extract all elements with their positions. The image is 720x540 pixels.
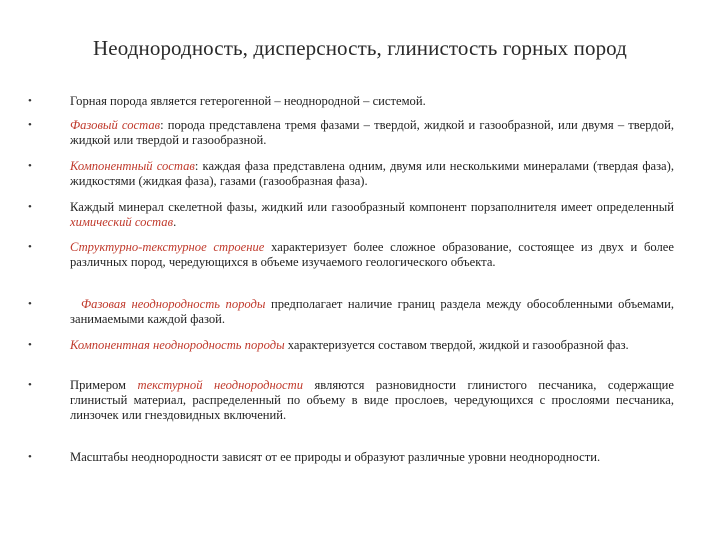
bullet-item: [28, 94, 674, 109]
emphasis-term: Фазовый состав: [70, 118, 161, 132]
bullet-text-run: характеризуется составом твердой, жидкой и газообразной фаз.: [284, 338, 629, 352]
emphasis-term: Компонентный состав: [70, 159, 195, 173]
bullet-item: [28, 378, 674, 423]
bullet-text-run: Горная порода является гетерогенной – неоднородной – системой.: [70, 94, 426, 108]
bullet-text: [70, 450, 674, 465]
bullet-item: [28, 450, 674, 465]
bullet-text-run: характеризует более сложное образование, состоящее из двух и более различных пород, чередующихся в объеме изучаемого геологического объекта.: [70, 240, 674, 269]
bullet-text: [70, 118, 674, 148]
emphasis-term: Фазовая неоднородность породы: [81, 297, 266, 311]
emphasis-term: Компонентная неоднородность породы: [70, 338, 285, 352]
bullet-icon: •: [28, 119, 32, 131]
bullet-item: [28, 159, 674, 189]
bullet-item: [28, 118, 674, 148]
emphasis-term: химический состав: [70, 215, 174, 229]
bullet-text-run: Каждый минерал скелетной фазы, жидкий или газообразный компонент порзаполнителя имеет определенный: [70, 200, 674, 214]
bullet-item: [28, 240, 674, 270]
bullet-item: [28, 200, 674, 230]
bullet-text-run: : каждая фаза представлена одним, двумя или несколькими минералами (твердая фаза), жидкостями (жидкая фаза), газами (газообразная фаза).: [70, 159, 674, 188]
bullet-text-run: : порода представлена тремя фазами – твердой, жидкой и газообразной, или двумя – твердой, жидкой или твердой и газообразной.: [70, 118, 674, 147]
bullet-text-run: Масштабы неоднородности зависят от ее природы и образуют различные уровни неоднородности.: [70, 450, 601, 464]
bullet-text-run: предполагает наличие границ раздела между обособленными объемами, занимаемыми каждой фазой.: [70, 297, 674, 326]
bullet-icon: •: [28, 160, 32, 172]
bullet-icon: •: [28, 95, 32, 107]
bullet-icon: •: [28, 241, 32, 253]
bullet-icon: •: [28, 379, 32, 391]
bullet-text-run: являются разновидности глинистого песчаника, содержащие глинистый материал, распределенный по объему в виде прослоев, чередующихся с прослоями песчаника, линзочек или гнездовидных включений.: [70, 378, 675, 422]
bullet-text: [70, 159, 674, 189]
bullet-text-run: .: [173, 215, 177, 229]
bullet-text: [70, 94, 674, 109]
bullet-text: [70, 297, 674, 327]
emphasis-term: Структурно-текстурное строение: [70, 240, 265, 254]
bullet-item: [28, 297, 674, 327]
bullet-text-run: Примером: [70, 378, 138, 392]
bullet-text: [70, 240, 674, 270]
bullet-icon: •: [28, 298, 32, 310]
bullet-icon: •: [28, 451, 32, 463]
bullet-text-run: [70, 297, 81, 311]
bullet-text: [70, 338, 674, 353]
bullet-item: [28, 338, 674, 353]
bullet-icon: •: [28, 201, 32, 213]
emphasis-term: текстурной неоднородности: [137, 378, 304, 392]
bullet-icon: •: [28, 339, 32, 351]
bullet-text: [70, 200, 674, 230]
slide-title: Неоднородность, дисперсность, глинистость горных пород: [93, 36, 627, 60]
bullet-text: [70, 378, 674, 423]
